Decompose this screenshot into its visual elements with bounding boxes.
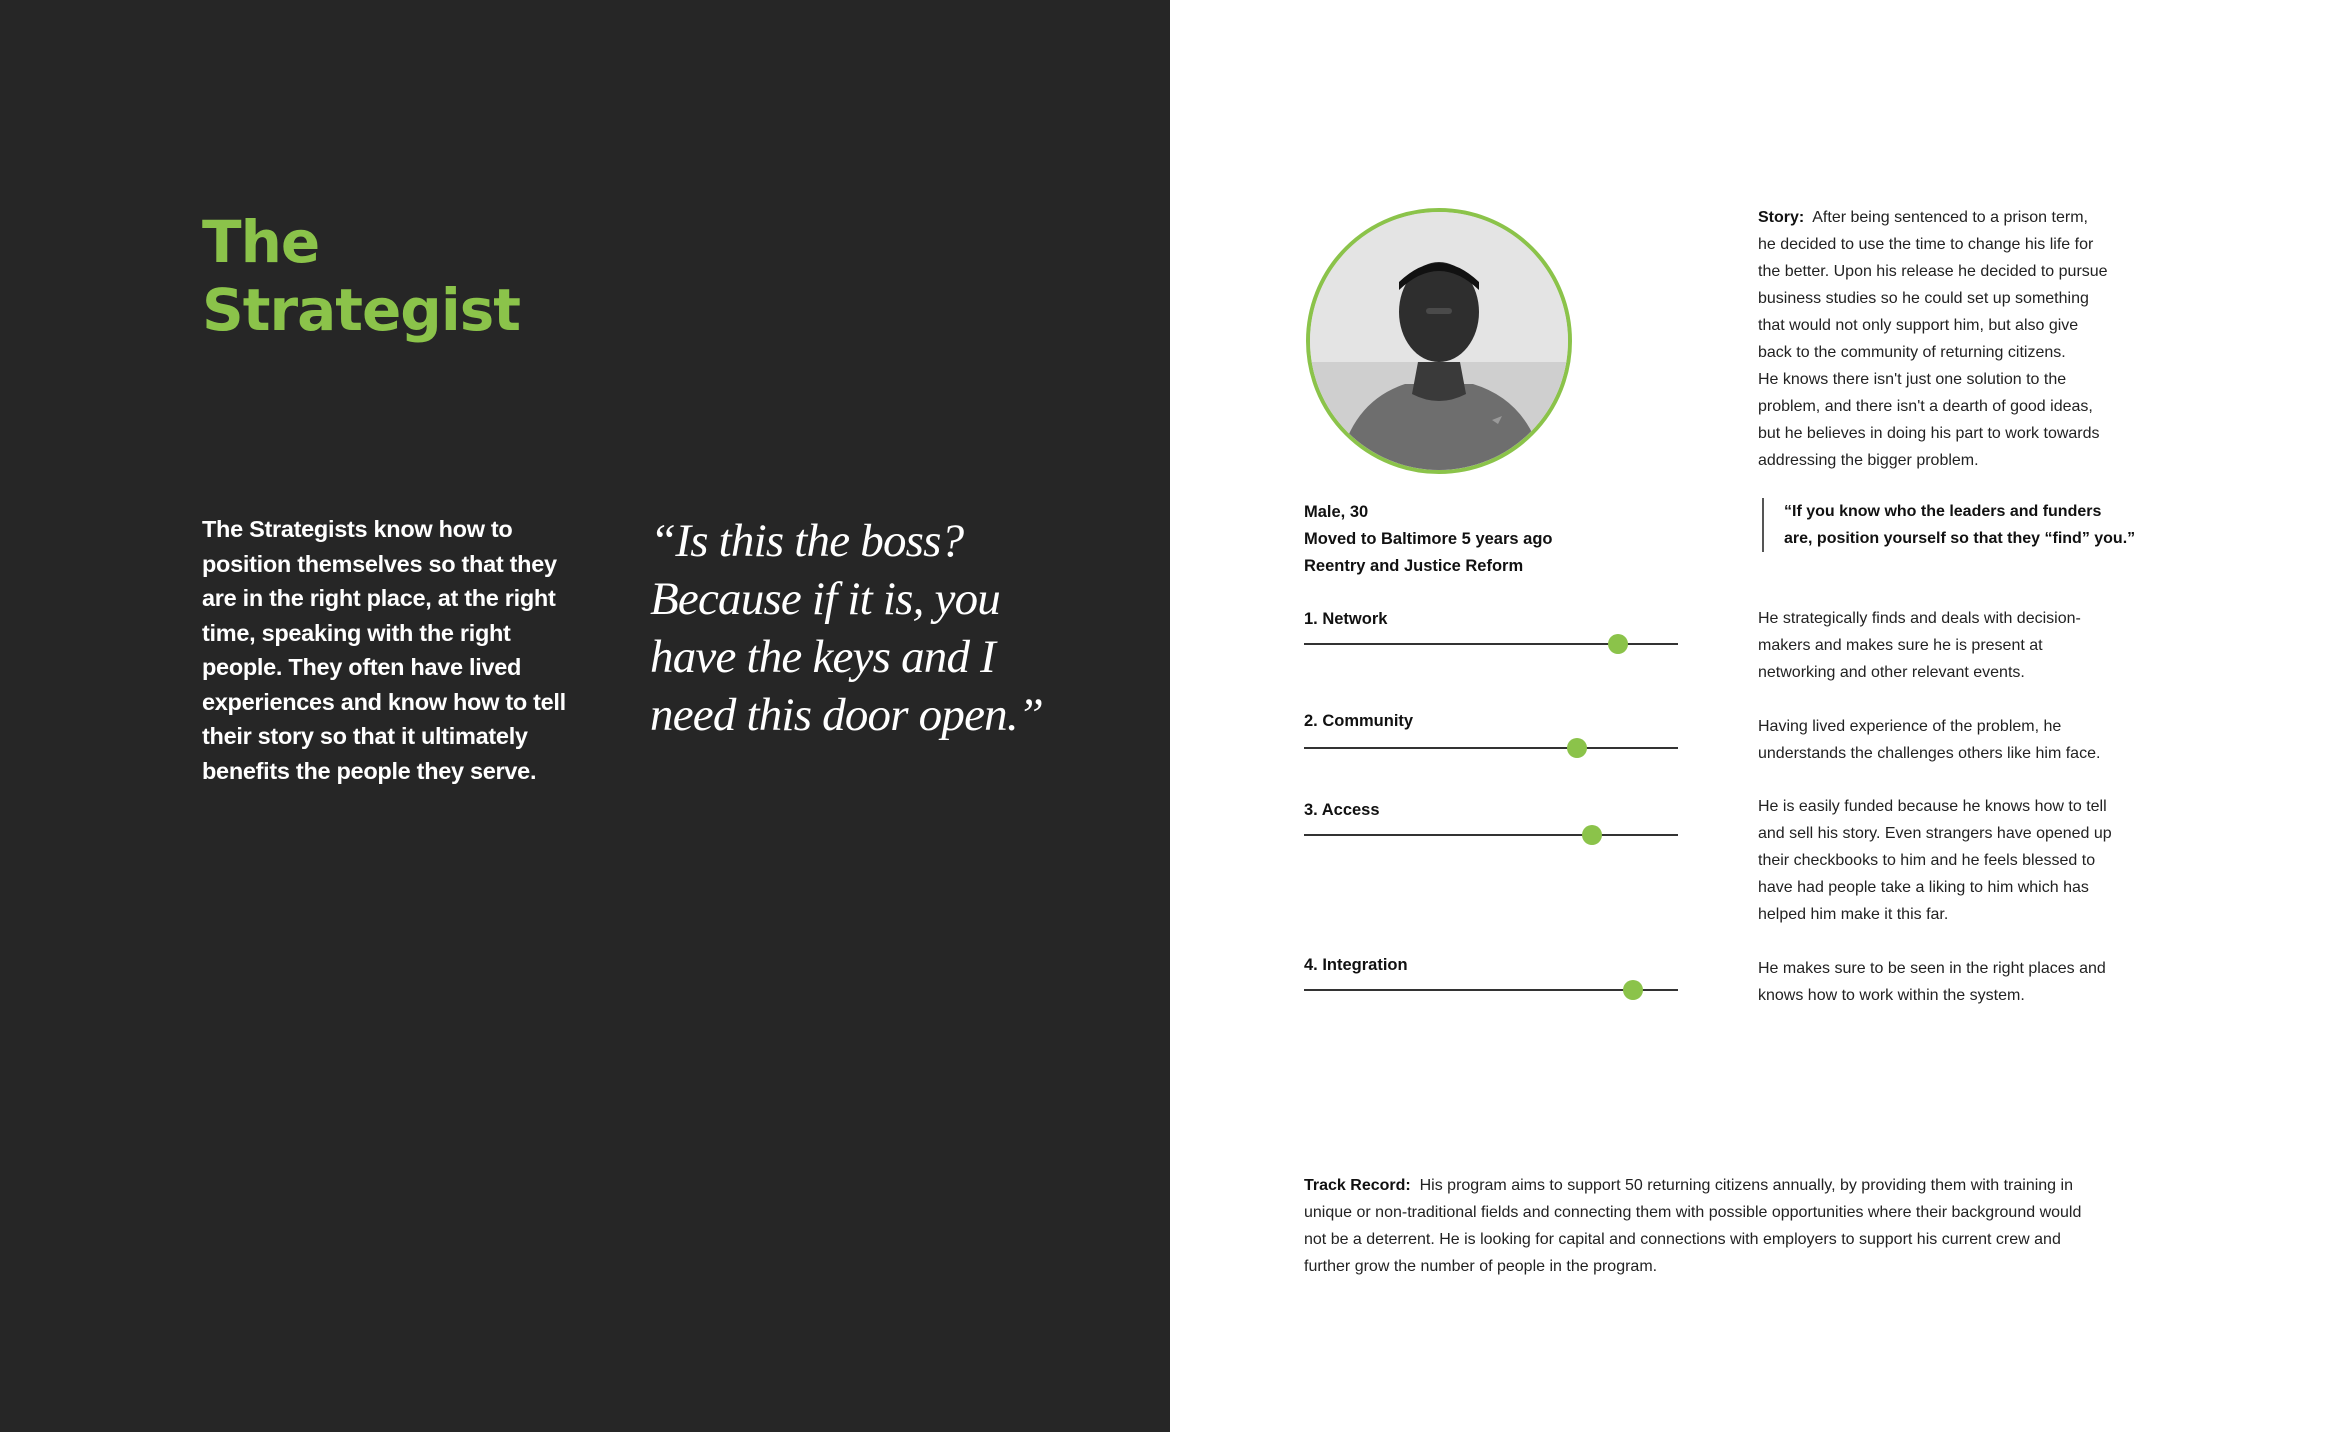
portrait-photo-icon [1310,212,1568,470]
slider-track [1304,989,1678,991]
story-line: back to the community of returning citizens. [1758,344,2066,361]
pull-quote-line: “Is this the boss? [650,515,964,567]
metric-desc-line: He makes sure to be seen in the right places and [1758,960,2106,977]
track-record-line: further grow the number of people in the program. [1304,1258,1658,1275]
metric-desc-network [1758,605,2158,686]
metric-desc-line: their checkbooks to him and he feels blessed to [1758,852,2096,869]
slider-track [1304,747,1678,749]
metric-desc-integration [1758,955,2158,1009]
metric-slider-integration [1304,980,1678,1000]
page-title [202,208,520,344]
meta-location: Moved to Baltimore 5 years ago [1304,530,1553,548]
pull-quote-line: Because if it is, you [650,573,1000,625]
avatar [1306,208,1572,474]
metric-slider-network [1304,634,1678,654]
story-line: addressing the bigger problem. [1758,452,1979,469]
pull-quote [650,512,1070,744]
metric-desc-line: and sell his story. Even strangers have opened up [1758,825,2112,842]
metric-slider-access [1304,825,1678,845]
metric-desc-line: networking and other relevant events. [1758,664,2025,681]
profile-quote-line: are, position yourself so that they “find” you.” [1784,530,2136,547]
metric-label-network: 1. Network [1304,610,1388,628]
story-line: business studies so he could set up something [1758,290,2089,307]
metric-desc-line: He strategically finds and deals with decision- [1758,610,2081,627]
track-record-label: Track Record: [1304,1177,1411,1194]
metric-desc-line: makers and makes sure he is present at [1758,637,2043,654]
pull-quote-line: need this door open.” [650,689,1044,741]
slider-knob [1567,738,1587,758]
story-line: After being sentenced to a prison term, [1812,209,2088,226]
slider-track [1304,834,1678,836]
meta-demographic: Male, 30 [1304,503,1369,521]
metric-desc-line: helped him make it this far. [1758,906,1949,923]
metric-desc-line: understands the challenges others like him face. [1758,745,2101,762]
metric-slider-community [1304,738,1678,758]
story-line: the better. Upon his release he decided to pursue [1758,263,2108,280]
profile-meta [1304,499,1553,580]
story-line: that would not only support him, but also give [1758,317,2079,334]
metric-desc-line: He is easily funded because he knows how to tell [1758,798,2107,815]
story-line: he decided to use the time to change his life for [1758,236,2094,253]
metric-desc-community [1758,713,2158,767]
metric-desc-access [1758,793,2158,928]
profile-quote-line: “If you know who the leaders and funders [1784,503,2102,520]
title-line-1: The [202,208,320,276]
track-record [1304,1172,2164,1280]
track-record-line: not be a deterrent. He is looking for capital and connections with employers to support his current crew and [1304,1231,2061,1248]
track-record-line: unique or non-traditional fields and connecting them with possible opportunities where their background would [1304,1204,2082,1221]
title-line-2: Strategist [202,276,520,344]
metric-label-access: 3. Access [1304,801,1380,819]
story-line: problem, and there isn't a dearth of good ideas, [1758,398,2093,415]
story-paragraph [1758,204,2158,474]
story-line: but he believes in doing his part to work towards [1758,425,2100,442]
metric-label-community: 2. Community [1304,712,1414,730]
pull-quote-line: have the keys and I [650,631,995,683]
profile-quote [1762,498,2135,552]
slider-knob [1623,980,1643,1000]
slider-knob [1582,825,1602,845]
story-label: Story: [1758,209,1805,226]
story-line: He knows there isn't just one solution to the [1758,371,2067,388]
slider-knob [1608,634,1628,654]
metric-desc-line: have had people take a liking to him which has [1758,879,2089,896]
intro-paragraph: The Strategists know how to position themselves so that they are in the right place, at the right time, speaking with the right people. They often have lived experiences and know how to tell their story so that it ultimately benefits the people they serve. [202,516,566,784]
track-record-line: His program aims to support 50 returning citizens annually, by providing them with training in [1419,1177,2073,1194]
metric-desc-line: Having lived experience of the problem, he [1758,718,2062,735]
metric-label-integration: 4. Integration [1304,956,1408,974]
meta-sector: Reentry and Justice Reform [1304,557,1524,575]
metric-desc-line: knows how to work within the system. [1758,987,2025,1004]
